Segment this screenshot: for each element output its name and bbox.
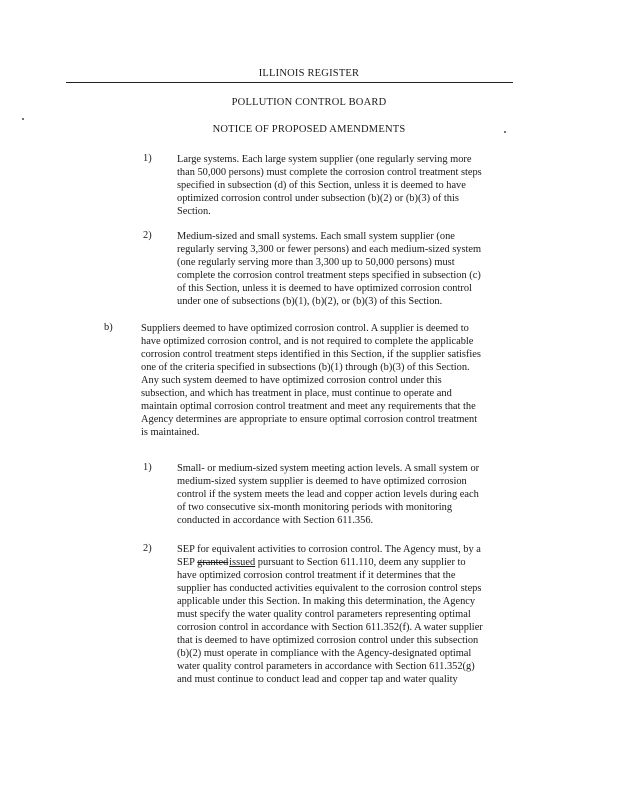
text-line: corrosion control in accordance with Section 611.352(f). A water supplier <box>177 622 483 633</box>
scan-speck <box>22 118 24 120</box>
text-line: and must continue to conduct lead and copper tap and water quality <box>177 674 458 685</box>
text-line: optimized corrosion control under subsection (b)(2) or (b)(3) of this <box>177 193 459 204</box>
text-line: medium-sized system supplier is deemed to have optimized corrosion <box>177 476 467 487</box>
text-line-amended <box>177 556 466 569</box>
register-title: ILLINOIS REGISTER <box>258 68 360 79</box>
text-line: subsection, and which has treatment in place, must continue to operate and <box>141 388 452 399</box>
text-line: complete the corrosion control treatment steps specified in subsection (c) <box>177 270 481 281</box>
text-line: SEP for equivalent activities to corrosion control. The Agency must, by a <box>177 544 481 555</box>
item-number: 2) <box>143 543 152 554</box>
text-line: water quality control parameters in accordance with Section 611.352(g) <box>177 661 475 672</box>
text-line: is maintained. <box>141 427 200 438</box>
board-title: POLLUTION CONTROL BOARD <box>231 97 387 108</box>
text-line: that is deemed to have optimized corrosion control under this subsection <box>177 635 479 646</box>
text-line: one of the criteria specified in subsections (b)(1) through (b)(3) of this Section. <box>141 362 470 373</box>
text-line: Agency determines are appropriate to ensure optimal corrosion control treatment <box>141 414 478 425</box>
text-line: of this Section, unless it is deemed to have optimized corrosion control <box>177 283 472 294</box>
text-line: Suppliers deemed to have optimized corrosion control. A supplier is deemed to <box>141 323 469 334</box>
text-run: SEP <box>177 557 198 568</box>
text-line: maintain optimal corrosion control treatment and meet any requirements that the <box>141 401 476 412</box>
text-line: Medium-sized and small systems. Each small system supplier (one <box>177 231 455 242</box>
text-line: have optimized corrosion control treatment if it determines that the <box>177 570 456 581</box>
item-number: 1) <box>143 462 152 473</box>
text-line: (b)(2) must operate in compliance with the Agency-designated optimal <box>177 648 472 659</box>
text-line: (one regularly serving more than 3,300 up to 50,000 persons) must <box>177 257 455 268</box>
text-line: conducted in accordance with Section 611.356. <box>177 515 374 526</box>
text-line: Small- or medium-sized system meeting action levels. A small system or <box>177 463 480 474</box>
item-number: 1) <box>143 153 152 164</box>
text-line: supplier has conducted activities equivalent to the corrosion control steps <box>177 583 482 594</box>
text-line: regularly serving 3,300 or fewer persons) and each medium-sized system <box>177 244 482 255</box>
text-line: corrosion control treatment steps identified in this Section, if the supplier satisfies <box>141 349 481 360</box>
struck-text: granted <box>197 557 229 568</box>
scan-speck <box>504 131 506 133</box>
header-rule <box>66 82 513 83</box>
text-line: must specify the water quality control parameters representing optimal <box>177 609 471 620</box>
notice-title: NOTICE OF PROPOSED AMENDMENTS <box>212 124 406 135</box>
text-line: of two consecutive six-month monitoring periods with monitoring <box>177 502 453 513</box>
text-line: under one of subsections (b)(1), (b)(2), or (b)(3) of this Section. <box>177 296 443 307</box>
text-line: control if the system meets the lead and copper action levels during each <box>177 489 479 500</box>
item-number: 2) <box>143 230 152 241</box>
text-line: Any such system deemed to have optimized corrosion control under this <box>141 375 442 386</box>
text-run: pursuant to Section 611.110, deem any supplier to <box>255 557 466 568</box>
section-number: b) <box>104 322 113 333</box>
text-line: Large systems. Each large system supplier (one regularly serving more <box>177 154 472 165</box>
text-line: applicable under this Section. In making this determination, the Agency <box>177 596 476 607</box>
inserted-text: issued <box>229 557 256 568</box>
text-line: have optimized corrosion control, and is not required to complete the applicable <box>141 336 474 347</box>
text-line: than 50,000 persons) must complete the corrosion control treatment steps <box>177 167 482 178</box>
text-line: specified in subsection (d) of this Section, unless it is deemed to have <box>177 180 466 191</box>
text-line: Section. <box>177 206 211 217</box>
